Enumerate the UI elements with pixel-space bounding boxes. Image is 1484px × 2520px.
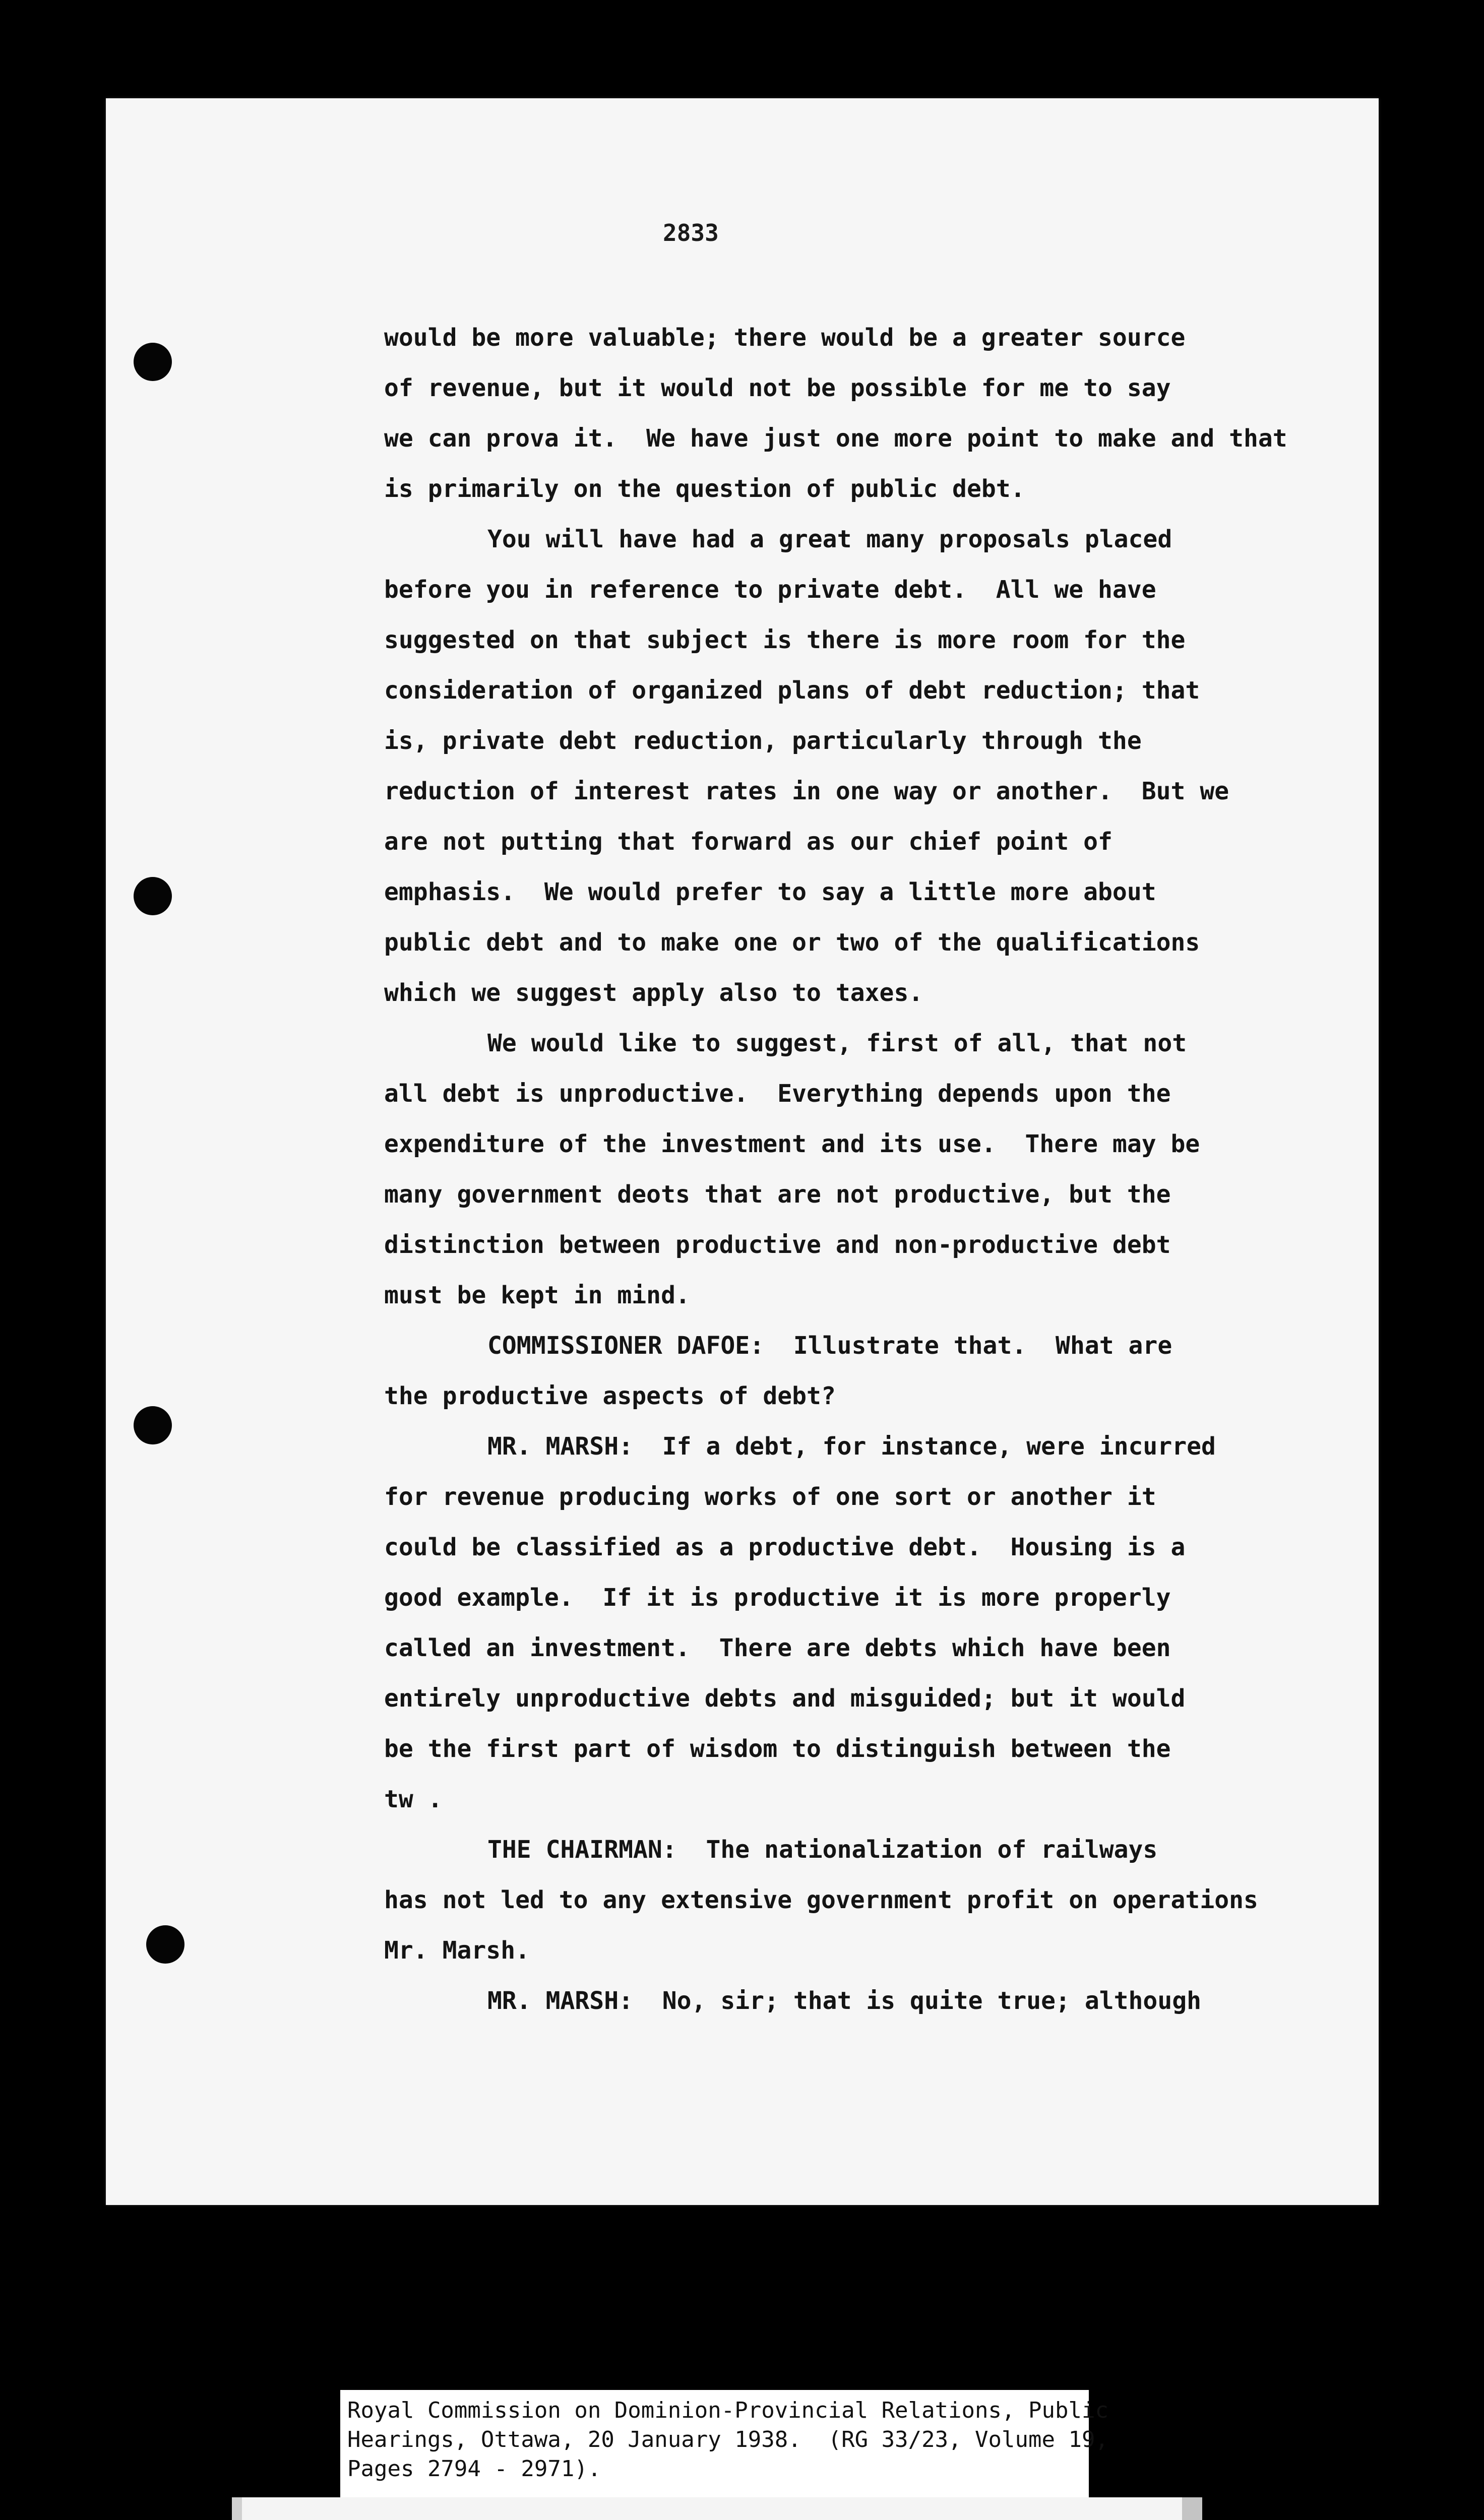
text-line: all debt is unproductive. Everything depends upon the [384,1080,1171,1108]
text-line: entirely unproductive debts and misguided; but it would [384,1684,1186,1713]
text-line: are not putting that forward as our chief point of [384,828,1112,856]
page-number: 2833 [663,219,719,246]
text-line: Mr. Marsh. [384,1936,530,1965]
binder-hole-2 [134,877,172,915]
text-line: could be classified as a productive debt. Housing is a [384,1533,1186,1561]
document-page [106,98,1379,2205]
text-line: the productive aspects of debt? [384,1382,836,1410]
binder-hole-3 [134,1406,172,1444]
text-line: which we suggest apply also to taxes. [384,979,923,1007]
caption-line: Royal Commission on Dominion-Provincial Relations, Public [347,2398,1108,2423]
binder-hole-4 [146,1925,184,1964]
text-line: be the first part of wisdom to distinguish between the [384,1735,1171,1763]
text-line: before you in reference to private debt. All we have [384,576,1156,604]
text-line: expenditure of the investment and its use. There may be [384,1130,1200,1158]
text-line: is primarily on the question of public debt. [384,475,1025,503]
text-line: You will have had a great many proposals placed [487,525,1172,553]
text-line: of revenue, but it would not be possible for me to say [384,374,1171,402]
text-line: emphasis. We would prefer to say a little more about [384,878,1156,906]
text-line: for revenue producing works of one sort or another it [384,1483,1156,1511]
text-line: MR. MARSH: No, sir; that is quite true; although [487,1987,1202,2015]
text-line: tw . [384,1785,443,1813]
text-line: distinction between productive and non-productive debt [384,1231,1171,1259]
binder-hole-1 [134,343,172,381]
text-line: public debt and to make one or two of the qualifications [384,928,1200,957]
text-line: has not led to any extensive government profit on operations [384,1886,1258,1914]
transcript-text [384,312,1342,2026]
public-archives-banner [232,2497,1202,2520]
text-line: THE CHAIRMAN: The nationalization of railways [487,1836,1158,1864]
text-line: reduction of interest rates in one way or another. But we [384,777,1229,805]
text-line: must be kept in mind. [384,1281,690,1309]
text-line: MR. MARSH: If a debt, for instance, were incurred [487,1432,1216,1461]
text-line: we can prova it. We have just one more point to make and that [384,424,1287,453]
text-line: We would like to suggest, first of all, that not [487,1029,1187,1057]
text-line: many government deots that are not productive, but the [384,1180,1171,1209]
caption-line: Pages 2794 - 2971). [347,2456,601,2482]
text-line: suggested on that subject is there is more room for the [384,626,1186,654]
text-line: consideration of organized plans of debt reduction; that [384,676,1200,705]
caption-line: Hearings, Ottawa, 20 January 1938. (RG 33/23, Volume 19, [347,2427,1108,2452]
archival-caption [340,2390,1108,2498]
text-line: called an investment. There are debts which have been [384,1634,1171,1662]
text-line: COMMISSIONER DAFOE: Illustrate that. What are [487,1332,1172,1360]
text-line: good example. If it is productive it is more properly [384,1584,1171,1612]
text-line: would be more valuable; there would be a greater source [384,324,1186,352]
text-line: is, private debt reduction, particularly through the [384,727,1142,755]
